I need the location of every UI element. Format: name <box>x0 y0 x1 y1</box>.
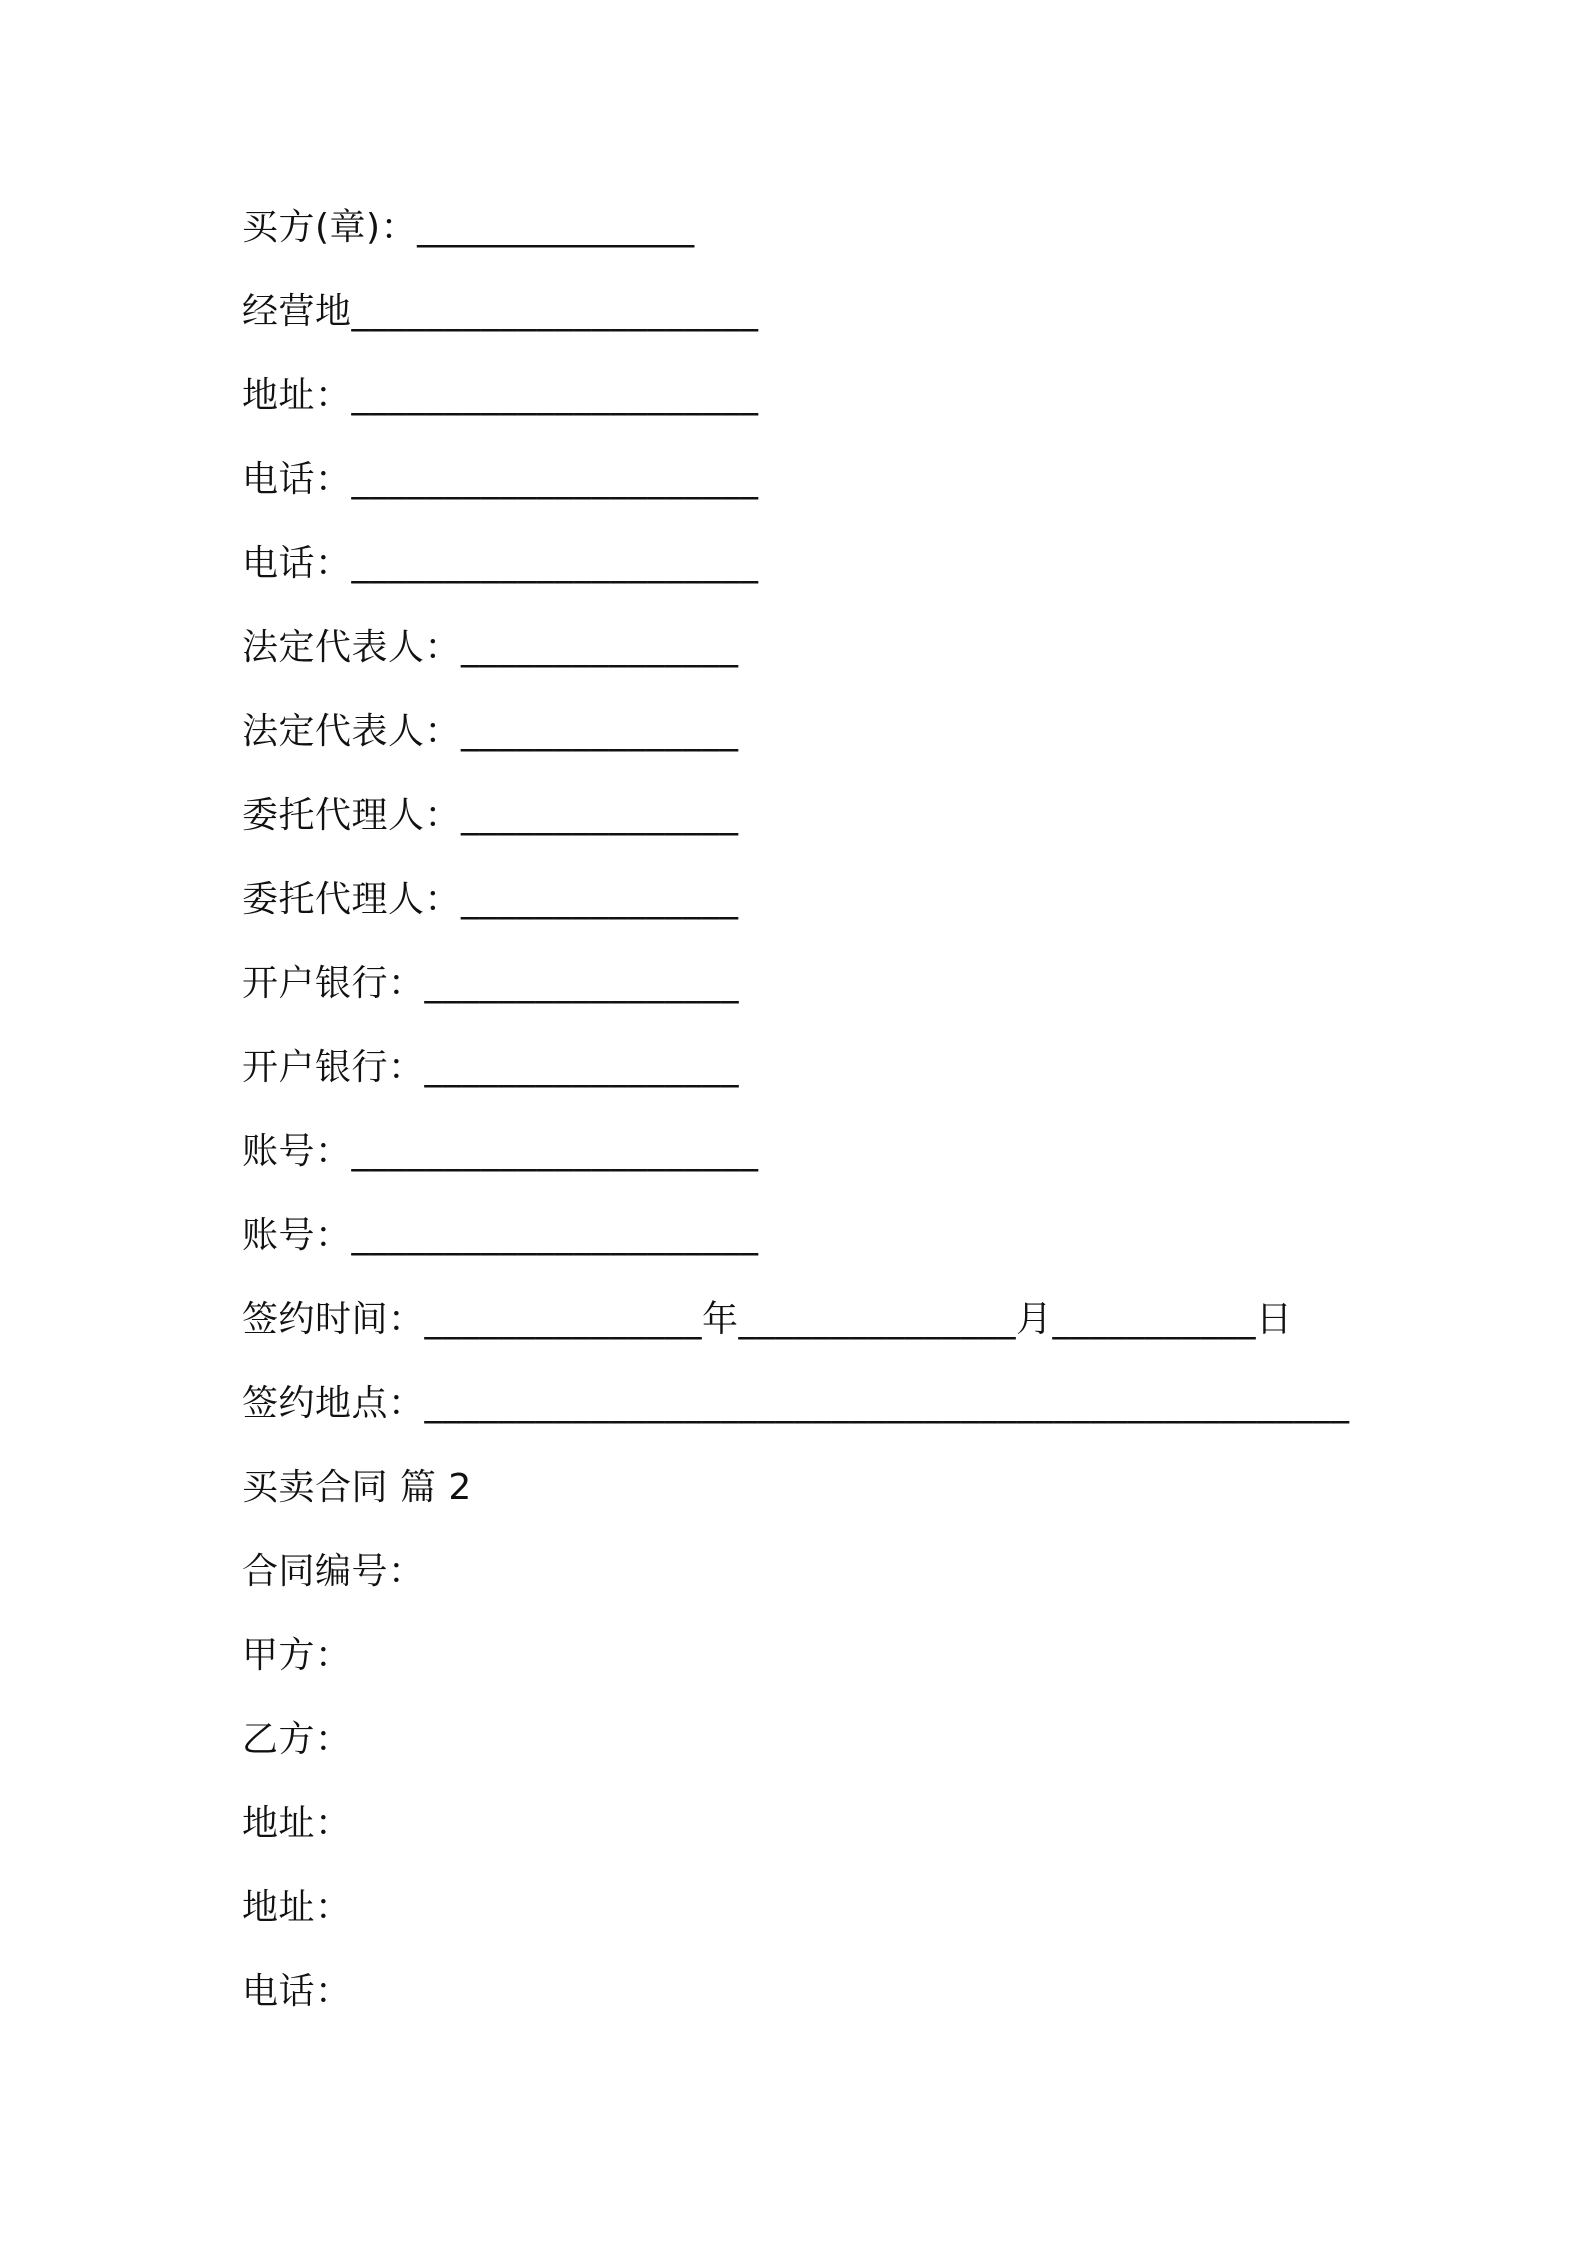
section-title: 买卖合同 篇 2 <box>242 1467 472 1508</box>
signing-place-line: 签约地点：__________________________________________________ <box>242 1383 1350 1424</box>
signing-date-line: 签约时间：_______________年_______________月___________日 <box>242 1299 1293 1340</box>
business-place-line: 经营地______________________ <box>242 291 759 332</box>
party-b-line: 乙方： <box>242 1719 352 1760</box>
legal-representative-line: 法定代表人：_______________ <box>242 711 739 752</box>
account-line: 账号：______________________ <box>242 1131 759 1172</box>
account-line: 账号：______________________ <box>242 1215 759 1256</box>
legal-representative-line: 法定代表人：_______________ <box>242 627 739 668</box>
phone-line: 电话：______________________ <box>242 459 759 500</box>
contract-number-line: 合同编号： <box>242 1551 425 1592</box>
authorized-agent-line: 委托代理人：_______________ <box>242 879 739 920</box>
contract-body <box>242 200 1362 2048</box>
address-line: 地址： <box>242 1803 352 1844</box>
bank-line: 开户银行：_________________ <box>242 1047 740 1088</box>
authorized-agent-line: 委托代理人：_______________ <box>242 795 739 836</box>
buyer-seal-line: 买方(章)：_______________ <box>242 207 695 248</box>
phone-line: 电话：______________________ <box>242 543 759 584</box>
party-a-line: 甲方： <box>242 1635 352 1676</box>
bank-line: 开户银行：_________________ <box>242 963 740 1004</box>
phone-line: 电话： <box>242 1971 352 2012</box>
address-line: 地址： <box>242 1887 352 1928</box>
address-line: 地址：______________________ <box>242 375 759 416</box>
